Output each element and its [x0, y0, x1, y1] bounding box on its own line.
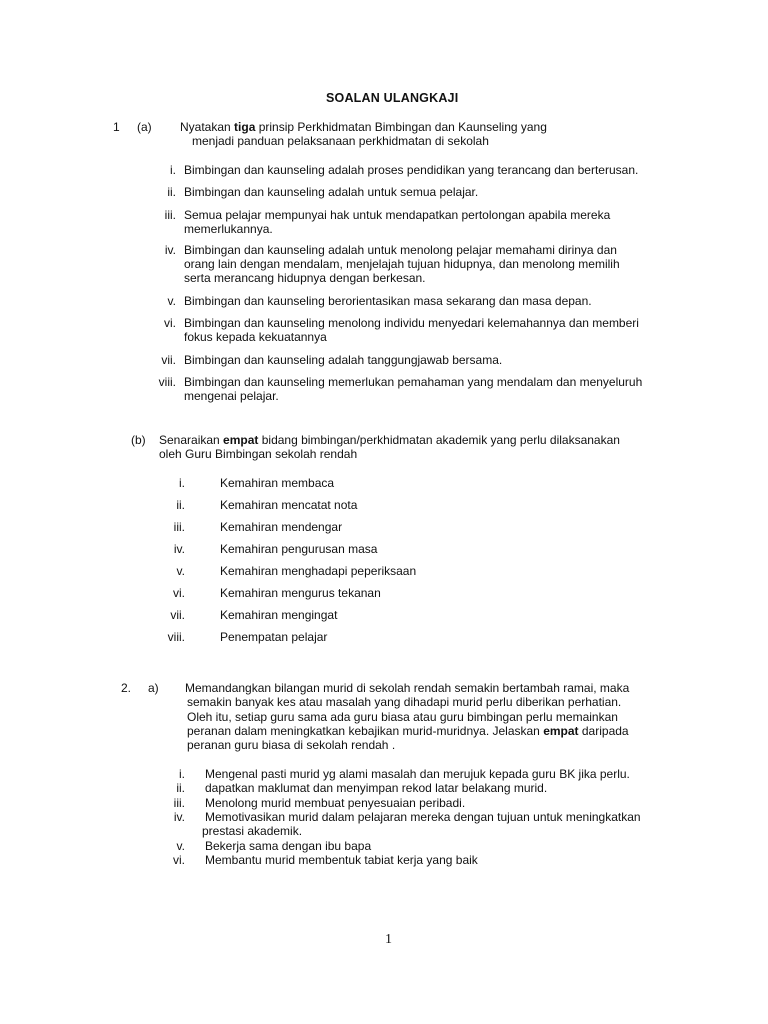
list-number: i.	[179, 767, 185, 781]
prompt-text: bidang bimbingan/perkhidmatan akademik yang perlu dilaksanakan	[258, 433, 620, 447]
list-item-text: Bimbingan dan kaunseling berorientasikan masa sekarang dan masa depan.	[184, 294, 592, 308]
list-number: iv.	[164, 243, 176, 257]
list-item-text: Penempatan pelajar	[220, 630, 328, 644]
list-number: i.	[170, 163, 176, 177]
question-1b-prompt-line2: oleh Guru Bimbingan sekolah rendah	[159, 447, 358, 461]
list-item-text: Bekerja sama dengan ibu bapa	[205, 839, 372, 853]
list-number: vi.	[164, 316, 176, 330]
list-number: viii.	[167, 630, 185, 644]
page-title: SOALAN ULANGKAJI	[326, 91, 459, 105]
list-item-text: Menolong murid membuat penyesuaian peribadi.	[205, 796, 466, 810]
question-2a-prompt-line3: Oleh itu, setiap guru sama ada guru biasa atau guru bimbingan perlu memainkan	[187, 710, 618, 724]
prompt-text: Nyatakan	[180, 120, 235, 134]
list-number: i.	[179, 476, 185, 490]
list-number: vi.	[173, 853, 185, 867]
question-2a-prompt-line4	[187, 724, 629, 738]
list-number: v.	[176, 564, 185, 578]
list-item-text: Bimbingan dan kaunseling adalah tanggungjawab bersama.	[184, 353, 503, 367]
list-item-text: serta merancang hidupnya dengan berkesan.	[184, 271, 426, 285]
prompt-text: peranan dalam meningkatkan kebajikan murid-muridnya. Jelaskan	[187, 724, 544, 738]
question-2-number: 2.	[121, 681, 132, 695]
list-item-text: Kemahiran mengurus tekanan	[220, 586, 381, 600]
page-number: 1	[385, 932, 392, 947]
list-number: vii.	[161, 353, 176, 367]
list-number: iii.	[173, 520, 185, 534]
prompt-text: daripada	[578, 724, 629, 738]
list-item-text: mengenai pelajar.	[184, 389, 279, 403]
question-1b-label: (b)	[131, 433, 146, 447]
list-item-text: fokus kepada kekuatannya	[184, 330, 327, 344]
question-2a-prompt-line1: Memandangkan bilangan murid di sekolah rendah semakin bertambah ramai, maka	[185, 681, 630, 695]
question-1a-prompt-line2: menjadi panduan pelaksanaan perkhidmatan di sekolah	[192, 134, 489, 148]
list-item-text: orang lain dengan mendalam, menjelajah tujuan hidupnya, dan menolong memilih	[184, 257, 620, 271]
list-number: ii.	[176, 781, 185, 795]
list-number: ii.	[167, 185, 176, 199]
list-number: v.	[176, 839, 185, 853]
question-1a-label: (a)	[137, 120, 152, 134]
list-item-text: Memotivasikan murid dalam pelajaran mereka dengan tujuan untuk meningkatkan	[205, 810, 641, 824]
list-item-text: memerlukannya.	[184, 222, 273, 236]
prompt-emphasis: empat	[223, 433, 259, 447]
question-1a-prompt	[180, 120, 547, 134]
question-2a-prompt-line5: peranan guru biasa di sekolah rendah .	[187, 738, 396, 752]
list-item-text: Bimbingan dan kaunseling adalah proses pendidikan yang terancang dan berterusan.	[184, 163, 639, 177]
list-item-text: Kemahiran membaca	[220, 476, 335, 490]
list-number: viii.	[158, 375, 176, 389]
prompt-emphasis: tiga	[234, 120, 256, 134]
prompt-text: Senaraikan	[159, 433, 224, 447]
list-number: iv.	[173, 810, 185, 824]
prompt-emphasis: empat	[543, 724, 579, 738]
list-number: iii.	[164, 208, 176, 222]
list-item-text: prestasi akademik.	[202, 824, 303, 838]
list-number: iv.	[173, 542, 185, 556]
list-item-text: Bimbingan dan kaunseling adalah untuk menolong pelajar memahami dirinya dan	[184, 243, 617, 257]
list-item-text: Kemahiran mencatat nota	[220, 498, 358, 512]
list-item-text: Mengenal pasti murid yg alami masalah dan merujuk kepada guru BK jika perlu.	[205, 767, 630, 781]
list-item-text: Bimbingan dan kaunseling menolong individu menyedari kelemahannya dan memberi	[184, 316, 639, 330]
list-number: v.	[167, 294, 176, 308]
list-number: vii.	[170, 608, 185, 622]
question-1-number: 1	[113, 120, 120, 134]
list-item-text: Bimbingan dan kaunseling memerlukan pemahaman yang mendalam dan menyeluruh	[184, 375, 643, 389]
list-item-text: dapatkan maklumat dan menyimpan rekod latar belakang murid.	[205, 781, 548, 795]
question-2a-prompt-line2: semakin banyak kes atau masalah yang dihadapi murid perlu diberikan perhatian.	[187, 695, 622, 709]
list-number: vi.	[173, 586, 185, 600]
list-item-text: Kemahiran pengurusan masa	[220, 542, 378, 556]
question-2a-label: a)	[148, 681, 159, 695]
list-item-text: Membantu murid membentuk tabiat kerja yang baik	[205, 853, 478, 867]
list-number: ii.	[176, 498, 185, 512]
list-item-text: Kemahiran mengingat	[220, 608, 338, 622]
list-item-text: Semua pelajar mempunyai hak untuk mendapatkan pertolongan apabila mereka	[184, 208, 611, 222]
prompt-text: prinsip Perkhidmatan Bimbingan dan Kaunseling yang	[255, 120, 547, 134]
list-item-text: Kemahiran mendengar	[220, 520, 343, 534]
question-1b-prompt	[159, 433, 620, 447]
list-number: iii.	[173, 796, 185, 810]
list-item-text: Kemahiran menghadapi peperiksaan	[220, 564, 417, 578]
list-item-text: Bimbingan dan kaunseling adalah untuk semua pelajar.	[184, 185, 479, 199]
